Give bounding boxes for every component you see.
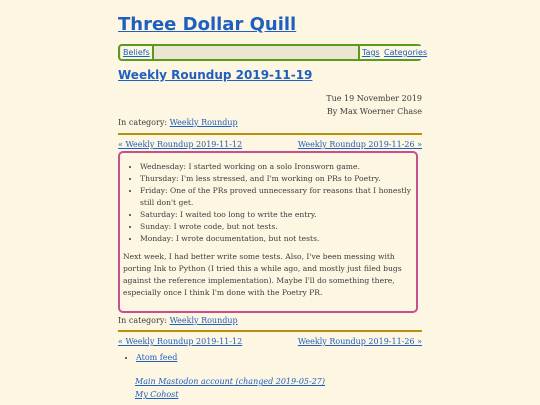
nav-beliefs-link[interactable]: Beliefs xyxy=(121,46,154,59)
post-content xyxy=(118,151,418,313)
list-item: • Wednesday: I started working on a solo Ironsworn game. xyxy=(140,161,416,173)
category-line-top xyxy=(118,118,238,127)
post-date: Tue 19 November 2019 xyxy=(326,94,422,103)
list-item: • Thursday: I'm less stressed, and I'm working on PRs to Poetry. xyxy=(140,173,416,185)
list-item xyxy=(136,353,177,362)
post-author: By Max Woerner Chase xyxy=(326,107,422,116)
category-link[interactable]: Weekly Roundup xyxy=(169,316,238,325)
nav-categories-link[interactable]: Categories xyxy=(384,48,428,57)
mastodon-link[interactable]: Main Mastodon account (changed 2019-05-27) xyxy=(135,377,325,386)
divider-top xyxy=(118,133,422,135)
list-item: • Monday: I wrote documentation, but not tests. xyxy=(140,233,416,245)
list-item: • Friday: One of the PRs proved unnecessary for reasons that I honestly still don't get. xyxy=(140,185,416,209)
next-post-link-bottom[interactable]: Weekly Roundup 2019-11-26 » xyxy=(297,337,422,346)
post-paragraph: Next week, I had better write some tests. Also, I've been messing with porting Ink to Python (I tried this a while ago, and mostly just filed bugs against the reference implementation). Maybe I'll do something there, especially once I think I'm done with the Poetry PR. xyxy=(123,252,402,297)
next-post-link-top[interactable]: Weekly Roundup 2019-11-26 » xyxy=(297,140,422,149)
site-title-link[interactable]: Three Dollar Quill xyxy=(118,14,297,35)
category-prefix: In category: xyxy=(118,316,168,325)
prev-post-link-top[interactable]: « Weekly Roundup 2019-11-12 xyxy=(118,140,243,149)
roundup-list xyxy=(120,161,416,245)
list-item: • Saturday: I waited too long to write the entry. xyxy=(140,209,416,221)
feeds-section xyxy=(118,353,325,399)
atom-feed-link[interactable]: Atom feed xyxy=(136,353,178,362)
nav-bar xyxy=(118,44,428,61)
category-link[interactable]: Weekly Roundup xyxy=(169,118,238,127)
category-prefix: In category: xyxy=(118,118,168,127)
cohost-link[interactable]: My Cohost xyxy=(135,390,179,399)
prev-post-link-bottom[interactable]: « Weekly Roundup 2019-11-12 xyxy=(118,337,243,346)
category-line-bottom xyxy=(118,316,238,325)
divider-bottom xyxy=(118,330,422,332)
post-title-link[interactable]: Weekly Roundup 2019-11-19 xyxy=(118,68,313,82)
nav-tags-link[interactable]: Tags xyxy=(358,46,384,59)
list-item: • Sunday: I wrote code, but not tests. xyxy=(140,221,416,233)
